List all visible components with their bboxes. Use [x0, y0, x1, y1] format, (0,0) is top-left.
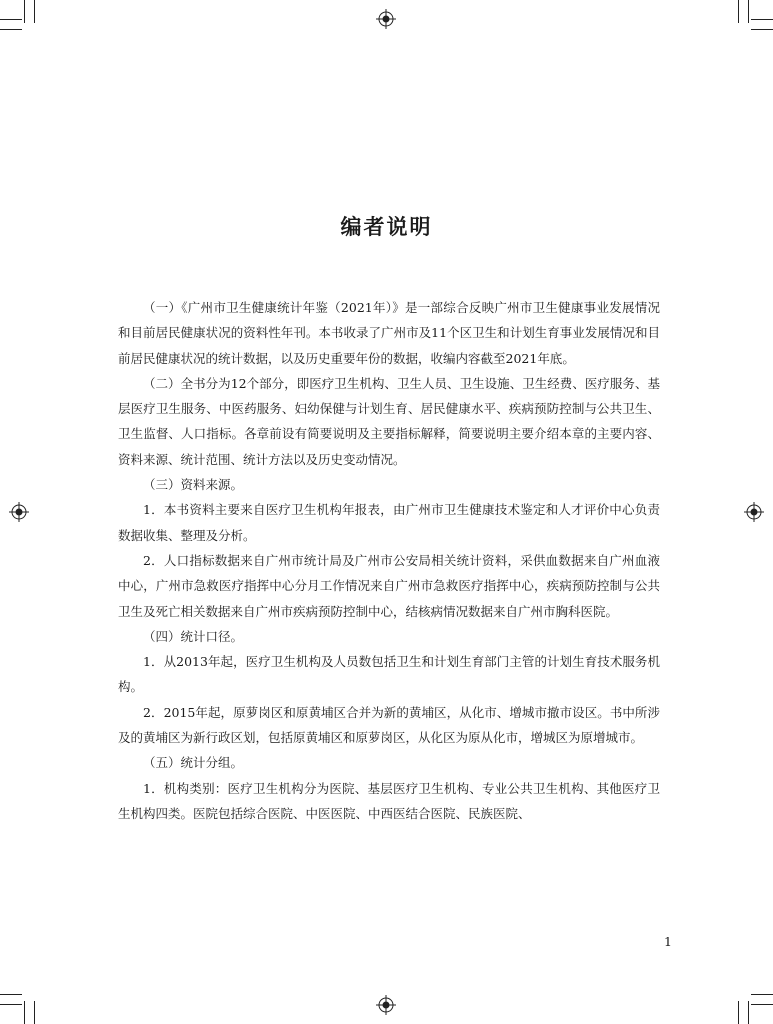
paragraph: （三）资料来源。 — [143, 477, 244, 493]
crop-mark — [0, 1004, 22, 1005]
paragraph: （一）《广州市卫生健康统计年鉴（2021年）》是一部综合反映广州市卫生健康事业发展情况和目前居民健康状况的资料性年刊。本书收录了广州市及11个区卫生和计划生育事业发展情况和目前居民健康状况的统计数据，以及历史重要年份的数据，收编内容截至2021年底。 — [118, 300, 660, 366]
crop-mark — [748, 1001, 749, 1024]
page-number: 1 — [664, 934, 672, 949]
paragraph: （四）统计口径。 — [143, 628, 244, 644]
registration-mark-icon — [376, 9, 396, 29]
crop-mark — [738, 1001, 739, 1024]
crop-mark — [751, 1004, 773, 1005]
registration-mark-icon — [744, 502, 764, 522]
page-title: 编者说明 — [340, 214, 433, 239]
crop-mark — [738, 0, 739, 23]
crop-mark — [751, 29, 773, 30]
crop-mark — [748, 0, 749, 23]
crop-mark — [751, 19, 773, 20]
crop-mark — [24, 0, 25, 23]
paragraph: （二）全书分为12个部分，即医疗卫生机构、卫生人员、卫生设施、卫生经费、医疗服务、基层医疗卫生服务、中医药服务、妇幼保健与计划生育、居民健康水平、疾病预防控制与公共卫生、卫生监督、人口指标。各章前设有简要说明及主要指标解释，简要说明主要介绍本章的主要内容、资料来源、统计范围、统计方法以及历史变动情况。 — [118, 375, 660, 467]
paragraph: 1．机构类别：医疗卫生机构分为医院、基层医疗卫生机构、专业公共卫生机构、其他医疗卫生机构四类。医院包括综合医院、中医医院、中西医结合医院、民族医院、 — [118, 780, 660, 821]
paragraph: 1．本书资料主要来自医疗卫生机构年报表，由广州市卫生健康技术鉴定和人才评价中心负责数据收集、整理及分析。 — [118, 502, 660, 543]
registration-mark-icon — [376, 995, 396, 1015]
crop-mark — [34, 0, 35, 23]
crop-mark — [0, 19, 22, 20]
crop-mark — [34, 1001, 35, 1024]
paragraph: 1．从2013年起，医疗卫生机构及人员数包括卫生和计划生育部门主管的计划生育技术服务机构。 — [118, 654, 660, 695]
paragraph: （五）统计分组。 — [143, 755, 244, 771]
paragraph: 2．2015年起，原萝岗区和原黄埔区合并为新的黄埔区，从化市、增城市撤市设区。书中所涉及的黄埔区为新行政区划，包括原黄埔区和原萝岗区，从化区为原从化市，增城区为原增城市。 — [118, 704, 660, 746]
registration-mark-icon — [9, 502, 29, 522]
crop-mark — [0, 29, 22, 30]
crop-mark — [751, 994, 773, 995]
body-text — [118, 295, 660, 826]
crop-mark — [0, 994, 22, 995]
paragraph: 2．人口指标数据来自广州市统计局及广州市公安局相关统计资料，采供血数据来自广州血液中心，广州市急救医疗指挥中心分月工作情况来自广州市急救医疗指挥中心，疾病预防控制与公共卫生及死亡相关数据来自广州市疾病预防控制中心，结核病情况数据来自广州市胸科医院。 — [118, 552, 660, 619]
crop-mark — [24, 1001, 25, 1024]
